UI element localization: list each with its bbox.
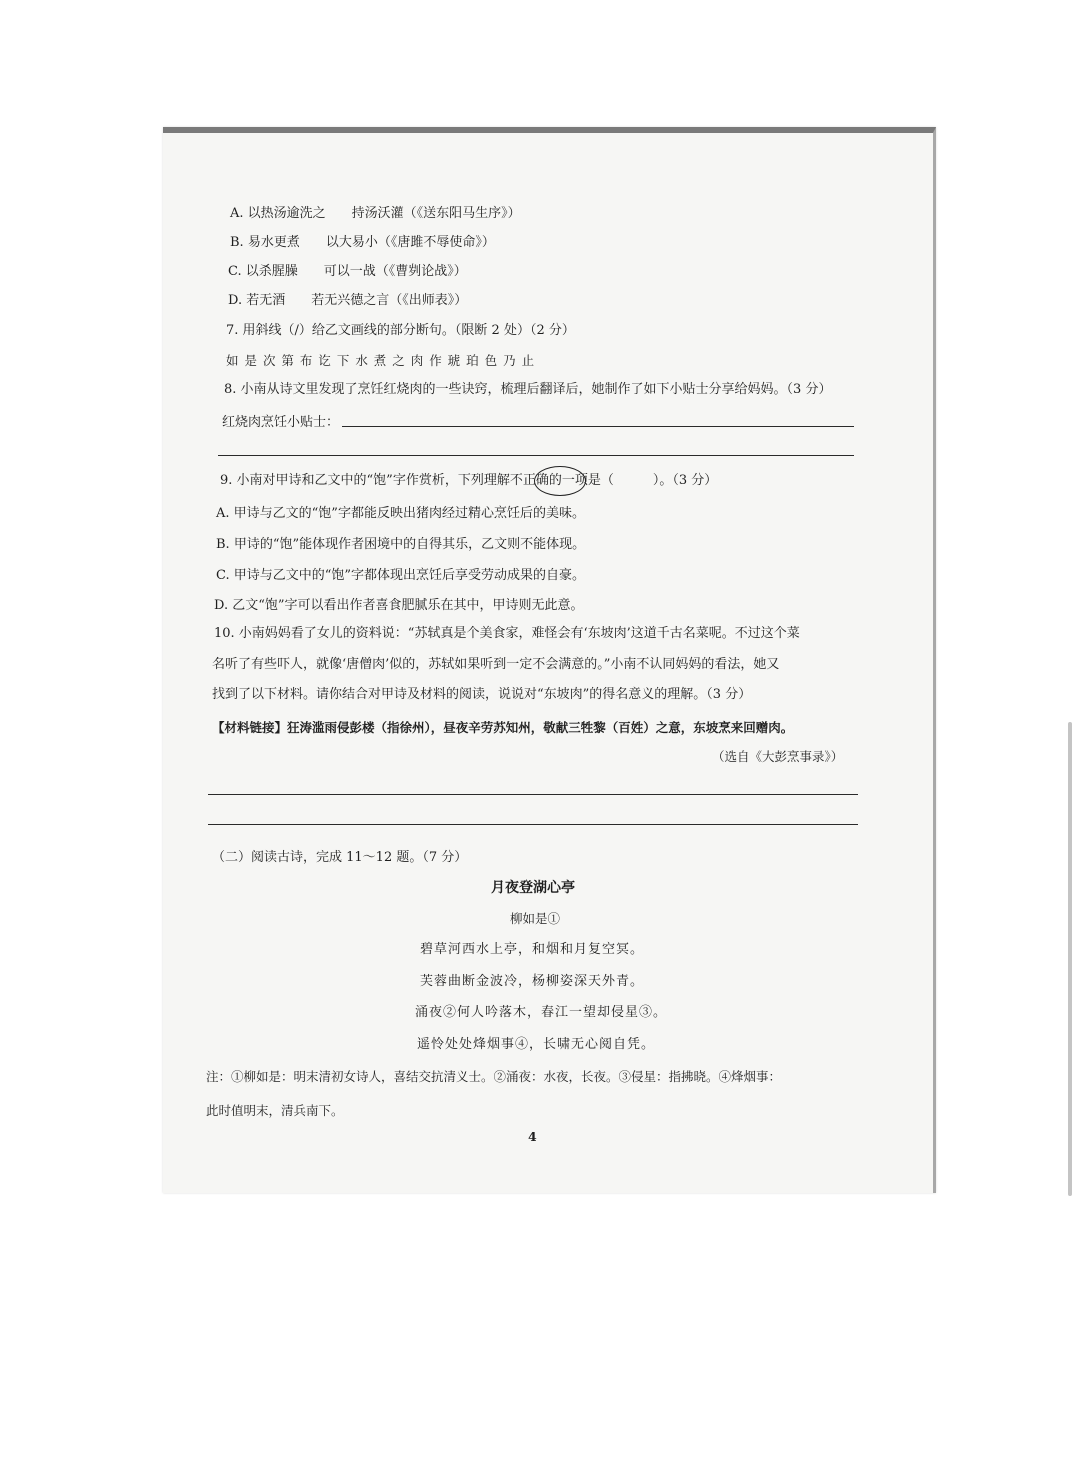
question-7: 7. 用斜线（/）给乙文画线的部分断句。（限断 2 处）（2 分） (226, 323, 575, 338)
section-2-heading: （二）阅读古诗，完成 11～12 题。（7 分） (212, 850, 468, 865)
note-line-1: 注：①柳如是：明末清初女诗人，喜结交抗清义士。②涌夜：水夜，长夜。③侵星：指拂晓。④烽烟事： (206, 1069, 782, 1084)
q9-option-b: B. 甲诗的“饱”能体现作者困境中的自得其乐，乙文则不能体现。 (216, 537, 586, 552)
q6-option-b: B. 易水更煮 以大易小（《唐雎不辱使命》） (230, 235, 495, 250)
poem-line-2: 芙蓉曲断金波冷，杨柳姿深天外青。 (420, 974, 645, 989)
question-8-label: 红烧肉烹饪小贴士： (222, 415, 340, 430)
answer-line (218, 455, 854, 456)
scrollbar[interactable] (1068, 722, 1072, 1196)
note-line-2: 此时值明末，清兵南下。 (206, 1103, 344, 1118)
q6-option-a: A. 以热汤逾洗之 持汤沃灌（《送东阳马生序》） (230, 206, 521, 221)
material-source: （选自《大彭烹事录》） (712, 749, 844, 764)
poem-author: 柳如是① (510, 911, 561, 926)
material-link: 【材料链接】狂涛滥雨侵彭楼（指徐州），昼夜辛劳苏知州，敬献三牲黎（百姓）之意，东坡烹来回赠肉。 (212, 720, 794, 735)
answer-line (342, 426, 854, 427)
question-10-line-1: 10. 小南妈妈看了女儿的资料说：“苏轼真是个美食家，难怪会有‘东坡肉’这道千古名菜呢。不过这个菜 (214, 626, 800, 641)
question-10-line-3: 找到了以下材料。请你结合对甲诗及材料的阅读，说说对“东坡肉”的得名意义的理解。（3 分） (212, 687, 752, 702)
q9-option-a: A. 甲诗与乙文的“饱”字都能反映出猪肉经过精心烹饪后的美味。 (216, 506, 585, 521)
poem-line-3: 涌夜②何人吟落木，春江一望却侵星③。 (415, 1005, 668, 1020)
q6-option-c: C. 以杀腥臊 可以一战（《曹刿论战》） (228, 264, 467, 279)
q9-option-c: C. 甲诗与乙文中的“饱”字都体现出烹饪后享受劳动成果的自豪。 (216, 568, 586, 583)
poem-title: 月夜登湖心亭 (491, 880, 575, 896)
answer-line (208, 824, 858, 825)
question-10-line-2: 名听了有些吓人，就像‘唐僧肉’似的，苏轼如果听到一定不会满意的。”小南不认同妈妈的看法，她又 (212, 657, 780, 672)
pen-circle-mark (534, 466, 586, 496)
poem-line-4: 遥怜处处烽烟事④，长啸无心阅自凭。 (417, 1037, 656, 1052)
question-8: 8. 小南从诗文里发现了烹饪红烧肉的一些诀窍，梳理后翻译后，她制作了如下小贴士分享给妈妈。（3 分） (224, 382, 832, 397)
question-7-text: 如 是 次 第 布 讫 下 水 煮 之 肉 作 琥 珀 色 乃 止 (226, 353, 536, 368)
q6-option-d: D. 若无酒 若无兴德之言（《出师表》） (228, 293, 468, 308)
question-9: 9. 小南对甲诗和乙文中的“饱”字作赏析，下列理解不正确的一项是（ ）。（3 分） (220, 473, 718, 488)
page-number: 4 (528, 1129, 537, 1144)
answer-line (208, 794, 858, 795)
q9-option-d: D. 乙文“饱”字可以看出作者喜食肥腻乐在其中，甲诗则无此意。 (214, 598, 584, 613)
poem-line-1: 碧草河西水上亭，和烟和月复空冥。 (420, 942, 645, 957)
